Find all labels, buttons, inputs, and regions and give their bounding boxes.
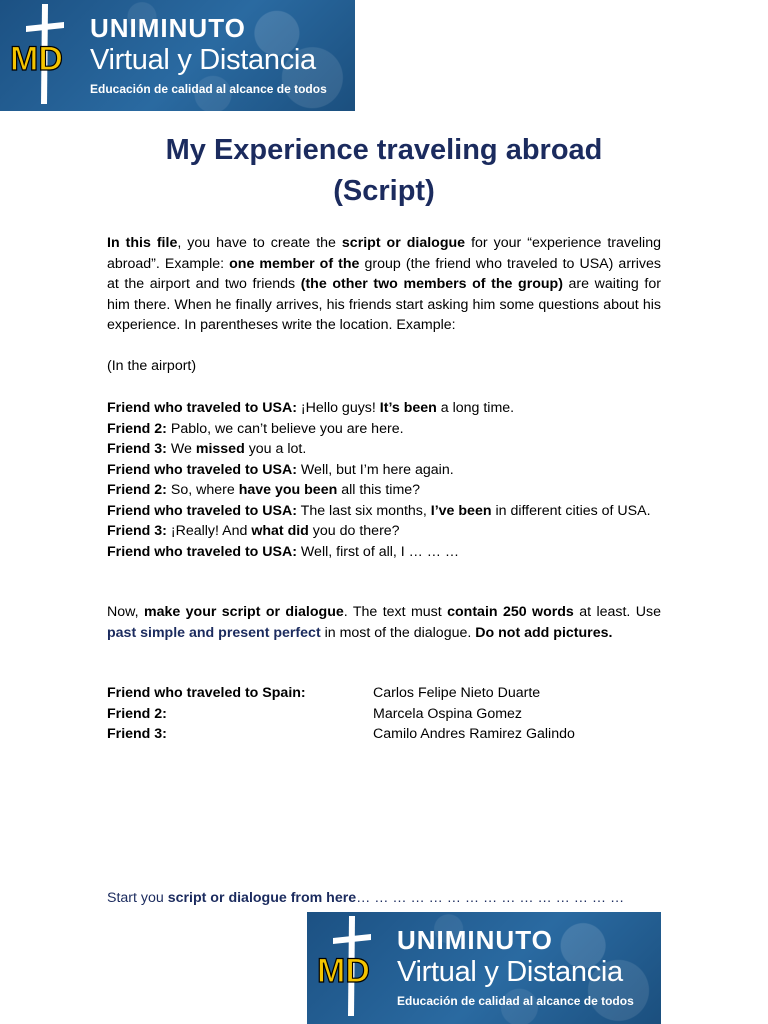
dialogue-line: Friend 2: Pablo, we can’t believe you are here.	[107, 420, 404, 437]
intro-text-6: group (the friend who traveled to USA) arrives at the airport and two friends	[107, 255, 662, 292]
intro-text-2: , you have to create the	[177, 235, 342, 251]
dialogue-line: Friend who traveled to USA: The last six months, I’ve been in different cities of USA.	[107, 502, 651, 519]
dialogue-example	[107, 398, 661, 562]
member-role: Friend 3:	[107, 726, 167, 742]
intro-paragraph	[107, 233, 661, 336]
intro-bold-5: one member of the	[229, 255, 360, 272]
member-name: Camilo Andres Ramirez Galindo	[373, 726, 575, 742]
member-row	[107, 683, 661, 704]
member-name: Carlos Felipe Nieto Duarte	[373, 685, 541, 701]
brand-subtitle: Virtual y Distancia	[90, 44, 316, 76]
member-name: Marcela Ospina Gomez	[373, 705, 523, 722]
dialogue-line: Friend 2: So, where have you been all this time?	[107, 482, 421, 498]
instructions-paragraph: Now, make your script or dialogue. The text must contain 250 words at least. Use past simple and present perfect in most of the dialogue. Do not add pictures.	[107, 604, 661, 641]
uniminuto-logo-icon	[4, 2, 86, 106]
member-role: Friend who traveled to Spain:	[107, 685, 306, 701]
brand-name: UNIMINUTO	[90, 13, 246, 43]
footer-logo-banner	[307, 912, 661, 1024]
grammar-highlight: past simple and present perfect	[107, 624, 321, 641]
dialogue-line: Friend who traveled to USA: ¡Hello guys! It’s been a long time.	[107, 400, 515, 416]
group-members	[107, 683, 661, 745]
intro-bold-1: In this file	[107, 235, 178, 251]
logo-initials: MD	[317, 952, 370, 990]
intro-text-4: for your “experience traveling abroad”. Example:	[107, 235, 661, 272]
page-title: My Experience traveling abroad	[165, 134, 603, 166]
brand-block	[397, 926, 634, 1009]
start-here-line: Start you script or dialogue from here… … … … … … … … … … … … … … …	[107, 890, 625, 906]
intro-bold-7: (the other two members of the group)	[300, 276, 563, 292]
intro-bold-3: script or dialogue	[341, 235, 466, 251]
dialogue-line: Friend who traveled to USA: Well, but I’m here again.	[107, 461, 454, 478]
header-logo-banner	[0, 0, 355, 111]
member-role: Friend 2:	[107, 705, 167, 722]
logo-initials: MD	[10, 40, 63, 78]
location-note: (In the airport)	[107, 358, 197, 374]
dialogue-line: Friend 3: ¡Really! And what did you do there?	[107, 523, 400, 539]
dialogue-line: Friend who traveled to USA: Well, first of all, I … … …	[107, 543, 460, 560]
intro-text-8: are waiting for him there. When he finally arrives, his friends start asking him some questions about his experience. In parentheses write the location. Example:	[107, 276, 661, 333]
brand-block	[90, 14, 327, 97]
brand-subtitle: Virtual y Distancia	[397, 956, 623, 988]
brand-name: UNIMINUTO	[397, 925, 553, 955]
member-row	[107, 724, 661, 745]
member-row	[107, 704, 661, 725]
uniminuto-logo-icon	[311, 914, 393, 1018]
brand-tagline: Educación de calidad al alcance de todos	[90, 82, 327, 96]
brand-tagline: Educación de calidad al alcance de todos	[397, 994, 634, 1008]
page-subtitle: (Script)	[333, 175, 435, 207]
dialogue-line: Friend 3: We missed you a lot.	[107, 441, 307, 457]
